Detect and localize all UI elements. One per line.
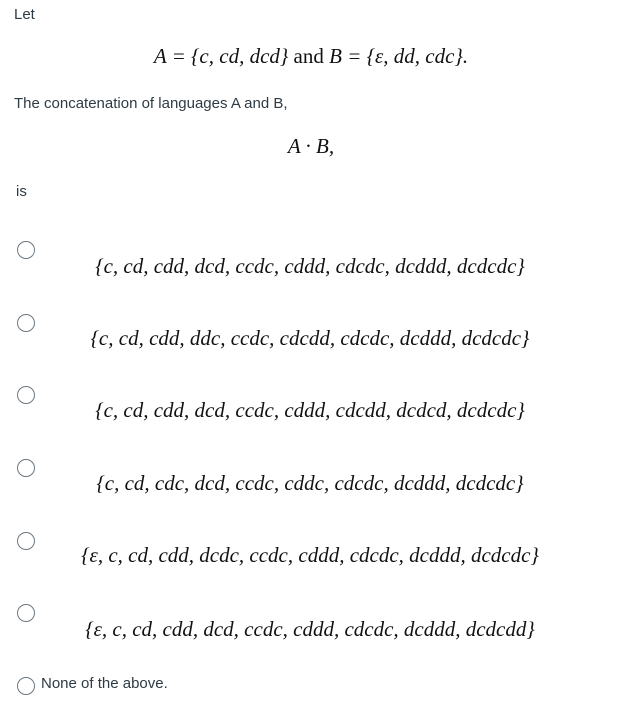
- option-text: {c, cd, cdd, dcd, ccdc, cddd, cdcdd, dcdcd, dcdcdc}: [95, 398, 525, 422]
- option-text: {c, cd, cdd, dcd, ccdc, cddd, cdcdc, dcddd, dcdcdc}: [95, 254, 525, 278]
- let-label: Let: [14, 6, 35, 23]
- set-a-definition: A = {c, cd, dcd}: [153, 44, 289, 68]
- set-b-definition: B = {ε, dd, cdc}.: [329, 44, 469, 68]
- concatenation-expression: A · B,: [287, 134, 335, 158]
- radio-button[interactable]: [17, 677, 35, 695]
- set-definitions: [0, 44, 622, 69]
- option-text: {c, cd, cdc, dcd, ccdc, cddc, cdcdc, dcddd, dcdcdc}: [96, 471, 524, 495]
- option-text: {c, cd, cdd, ddc, ccdc, cdcdd, cdcdc, dcddd, dcdcdc}: [90, 326, 530, 350]
- concatenation-sentence: The concatenation of languages A and B,: [14, 95, 288, 112]
- option-text: {ε, c, cd, cdd, dcd, ccdc, cddd, cdcdc, dcddd, dcdcdd}: [85, 617, 535, 641]
- none-of-the-above-label: None of the above.: [41, 675, 168, 692]
- option-text: {ε, c, cd, cdd, dcdc, ccdc, cddd, cdcdc, dcddd, dcdcdc}: [81, 543, 539, 567]
- is-label: is: [16, 183, 27, 200]
- and-word: and: [293, 44, 324, 68]
